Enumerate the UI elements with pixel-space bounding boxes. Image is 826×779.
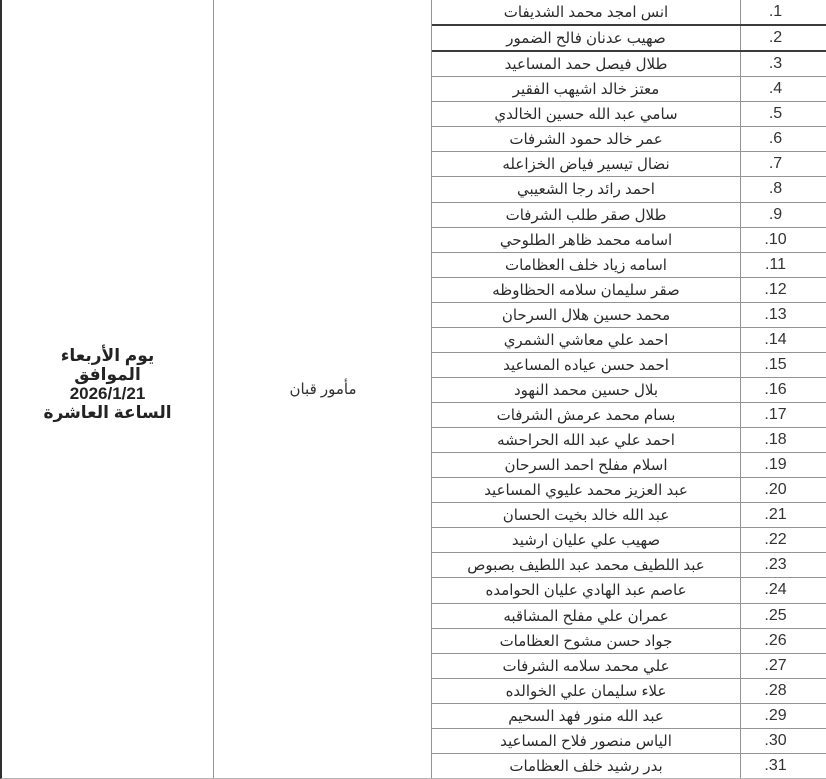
table-row: [432, 604, 826, 629]
prisoner-name: احمد رائد رجا الشعيبي: [517, 181, 655, 199]
prisoner-name-cell: [432, 578, 741, 602]
row-number-cell: [741, 26, 826, 50]
table-row: [432, 0, 826, 26]
row-number: .5: [768, 105, 783, 123]
row-number-cell: [741, 77, 826, 101]
table-row: [432, 52, 826, 77]
prisoner-name: بسام محمد عرمش الشرفات: [496, 407, 676, 425]
row-number-cell: [741, 654, 826, 678]
prisoner-name-cell: [432, 278, 741, 302]
table-row: [432, 152, 826, 177]
row-number: .25: [764, 606, 787, 624]
prisoner-name-cell: [432, 303, 741, 327]
prisoner-name-cell: [432, 604, 741, 628]
row-number: .31: [764, 756, 787, 774]
prisoner-name: اسامه محمد ظاهر الطلوحي: [499, 231, 673, 249]
prisoner-name: طلال فيصل حمد المساعيد: [504, 56, 668, 74]
row-number: .3: [768, 55, 783, 73]
prisoner-name-cell: [432, 704, 741, 728]
table-row: [432, 654, 826, 679]
prisoner-name: سامي عبد الله حسين الخالدي: [494, 106, 678, 124]
prisoner-name: انس امجد محمد الشديفات: [503, 4, 669, 22]
table-row: [432, 453, 826, 478]
prisoner-name: محمد حسين هلال السرحان: [501, 306, 671, 324]
row-number: .2: [768, 29, 783, 47]
row-number-cell: [741, 378, 826, 402]
prisoner-name-cell: [432, 102, 741, 126]
prisoner-name-cell: [432, 453, 741, 477]
row-number: .26: [764, 631, 787, 649]
row-number: .6: [768, 130, 783, 148]
table-row: [432, 77, 826, 102]
table-row: [432, 303, 826, 328]
prisoner-name-cell: [432, 152, 741, 176]
row-number: .10: [764, 230, 787, 248]
row-number-cell: [741, 278, 826, 302]
table-row: [432, 679, 826, 704]
row-number: .21: [764, 506, 787, 524]
prisoner-name: احمد حسن عياده المساعيد: [503, 356, 669, 374]
table-row: [432, 177, 826, 202]
row-number: .27: [764, 656, 787, 674]
prisoner-name-cell: [432, 26, 741, 50]
row-number-cell: [741, 0, 826, 24]
prisoner-name: عمر خالد حمود الشرفات: [509, 131, 663, 149]
row-number: .22: [764, 531, 787, 549]
prisoner-name: صهيب عدنان فالح الضمور: [506, 30, 666, 48]
prisoner-name-cell: [432, 203, 741, 227]
schedule-time-line: الساعة العاشرة: [43, 403, 172, 422]
prisoner-name-cell: [432, 629, 741, 653]
row-number-cell: [741, 503, 826, 527]
hearing-schedule-cell: [2, 0, 214, 778]
prisoner-name-cell: [432, 127, 741, 151]
prisoner-name: عبد اللطيف محمد عبد اللطيف بصبوص: [467, 557, 705, 575]
row-number: .1: [768, 3, 783, 21]
prisoner-name-cell: [432, 478, 741, 502]
prisoner-name-cell: [432, 328, 741, 352]
row-number: .29: [764, 706, 787, 724]
prisoner-name-cell: [432, 754, 741, 778]
table-row: [432, 403, 826, 428]
row-number: .7: [768, 155, 783, 173]
prisoner-name: عبد العزيز محمد عليوي المساعيد: [484, 482, 688, 500]
prisoner-name-cell: [432, 729, 741, 753]
officer-title: مأمور قبان: [289, 381, 357, 398]
table-row: [432, 253, 826, 278]
table-row: [432, 228, 826, 253]
row-number: .28: [764, 681, 787, 699]
table-row: [432, 203, 826, 228]
prisoner-name: اسلام مفلح احمد السرحان: [504, 457, 668, 475]
prisoner-name: احمد علي عبد الله الحراحشه: [497, 432, 675, 450]
prisoner-name: عبد الله خالد بخيت الحسان: [502, 507, 670, 525]
row-number-cell: [741, 203, 826, 227]
prisoner-name: صهيب علي عليان ارشيد: [511, 532, 661, 550]
row-number-cell: [741, 428, 826, 452]
row-number-cell: [741, 52, 826, 76]
roster-table: [432, 0, 826, 778]
prisoner-name-cell: [432, 353, 741, 377]
row-number: .4: [768, 80, 783, 98]
table-row: [432, 26, 826, 52]
prisoner-name: عبد الله منور فهد السحيم: [508, 707, 664, 725]
prisoner-name: نضال تيسير فياض الخزاعله: [502, 156, 670, 174]
prisoner-name-cell: [432, 428, 741, 452]
row-number: .14: [764, 330, 787, 348]
prisoner-name-cell: [432, 679, 741, 703]
prisoner-name: بدر رشيد خلف العظامات: [509, 757, 663, 775]
prisoner-name-cell: [432, 77, 741, 101]
table-row: [432, 278, 826, 303]
table-row: [432, 578, 826, 603]
table-row: [432, 754, 826, 778]
prisoner-name-cell: [432, 177, 741, 201]
row-number-cell: [741, 704, 826, 728]
prisoner-name-cell: [432, 403, 741, 427]
prisoner-name: اسامه زياد خلف العظامات: [505, 256, 667, 274]
prisoner-name: عاصم عبد الهادي عليان الحوامده: [485, 582, 687, 600]
row-number-cell: [741, 152, 826, 176]
table-row: [432, 528, 826, 553]
table-row: [432, 478, 826, 503]
row-number-cell: [741, 604, 826, 628]
row-number-cell: [741, 328, 826, 352]
row-number: .23: [764, 556, 787, 574]
row-number: .24: [764, 581, 787, 599]
prisoner-name-cell: [432, 503, 741, 527]
prisoner-name-cell: [432, 553, 741, 577]
officer-cell: [215, 0, 432, 778]
prisoner-name: معتز خالد اشيهب الفقير: [512, 81, 660, 99]
row-number: .17: [764, 406, 787, 424]
prisoner-name: جواد حسن مشوح العظامات: [499, 632, 673, 650]
prisoner-name: صقر سليمان سلامه الحظاوظه: [492, 281, 680, 299]
prisoner-name-cell: [432, 52, 741, 76]
prisoner-name: علي محمد سلامه الشرفات: [502, 657, 670, 675]
row-number-cell: [741, 453, 826, 477]
prisoner-name: طلال صقر طلب الشرفات: [505, 206, 667, 224]
table-row: [432, 378, 826, 403]
table-row: [432, 503, 826, 528]
row-number-cell: [741, 102, 826, 126]
table-row: [432, 704, 826, 729]
table-row: [432, 102, 826, 127]
row-number: .30: [764, 731, 787, 749]
row-number-cell: [741, 177, 826, 201]
row-number-cell: [741, 403, 826, 427]
prisoner-name-cell: [432, 0, 741, 24]
row-number-cell: [741, 127, 826, 151]
row-number-cell: [741, 754, 826, 778]
row-number-cell: [741, 353, 826, 377]
prisoner-name: الياس منصور فلاح المساعيد: [500, 732, 672, 750]
row-number: .16: [764, 380, 787, 398]
row-number-cell: [741, 528, 826, 552]
row-number-cell: [741, 679, 826, 703]
row-number-cell: [741, 478, 826, 502]
table-row: [432, 353, 826, 378]
schedule-date-line: 2026/1/21: [69, 384, 146, 403]
table-row: [432, 629, 826, 654]
prisoner-name: احمد علي معاشي الشمري: [503, 331, 669, 349]
row-number: .8: [768, 180, 783, 198]
row-number: .18: [764, 431, 787, 449]
table-row: [432, 328, 826, 353]
prisoner-name: علاء سليمان علي الخوالده: [505, 682, 667, 700]
prisoner-name-cell: [432, 378, 741, 402]
table-row: [432, 428, 826, 453]
table-row: [432, 127, 826, 152]
table-row: [432, 729, 826, 754]
schedule-day-line: يوم الأربعاء: [60, 346, 155, 365]
table-row: [432, 553, 826, 578]
row-number: .20: [764, 481, 787, 499]
row-number: .12: [764, 280, 787, 298]
row-number-cell: [741, 553, 826, 577]
row-number-cell: [741, 303, 826, 327]
prisoner-name-cell: [432, 528, 741, 552]
row-number-cell: [741, 253, 826, 277]
prisoner-name: بلال حسين محمد النهود: [514, 381, 658, 399]
row-number: .13: [764, 305, 787, 323]
row-number-cell: [741, 578, 826, 602]
prisoner-name-cell: [432, 654, 741, 678]
row-number: .15: [764, 355, 787, 373]
row-number-cell: [741, 228, 826, 252]
row-number-cell: [741, 729, 826, 753]
row-number: .19: [764, 456, 787, 474]
prisoner-name: عمران علي مفلح المشاقبه: [503, 607, 669, 625]
prisoner-name-cell: [432, 228, 741, 252]
prisoner-name-cell: [432, 253, 741, 277]
row-number: .11: [764, 255, 787, 273]
schedule-corresponding-line: الموافق: [74, 365, 141, 384]
row-number-cell: [741, 629, 826, 653]
row-number: .9: [768, 205, 783, 223]
